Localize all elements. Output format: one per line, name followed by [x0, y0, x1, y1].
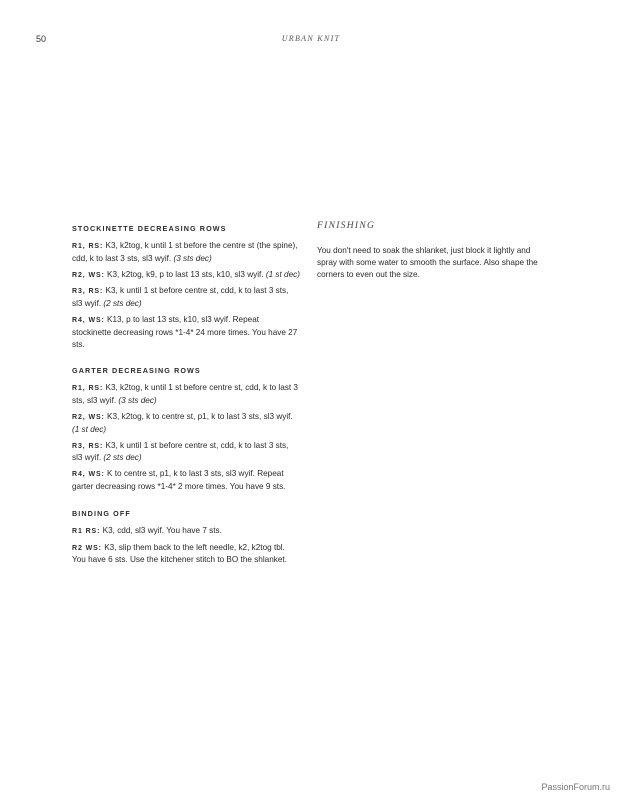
row-label: R1 RS:: [72, 527, 101, 535]
row-text: K3, k2tog, k to centre st, p1, k to last 3 sts, sl3 wyif.: [107, 411, 293, 421]
row-text: K3, k2tog, k until 1 st before centre st, cdd, k to last 3 sts, sl3 wyif.: [72, 383, 298, 406]
section-heading: GARTER DECREASING ROWS: [72, 366, 201, 376]
row-text: K3, k until 1 st before centre st, cdd, k to last 3 sts, sl3 wyif.: [72, 286, 289, 309]
row-text: K13, p to last 13 sts, k10, sl3 wyif. Repeat stockinette decreasing rows *1-4* 24 more times. You have 27 sts.: [72, 314, 298, 349]
row-note: (3 sts dec): [118, 396, 157, 406]
row-text: K3, slip them back to the left needle, k2, k2tog tbl. You have 6 sts. Use the kitchener stitch to BO the shlanket.: [72, 542, 287, 565]
running-head: URBAN KNIT: [281, 34, 341, 43]
garter-decreasing-section: [72, 366, 300, 492]
pattern-row: [72, 468, 300, 493]
pattern-row: [72, 285, 300, 310]
section-heading: BINDING OFF: [72, 508, 131, 518]
row-note: (1 st dec): [265, 269, 300, 279]
row-note: (1 st dec): [72, 424, 107, 434]
section-heading: STOCKINETTE DECREASING ROWS: [72, 224, 227, 233]
row-label: R2, WS:: [72, 413, 105, 421]
pattern-column: [72, 224, 300, 582]
row-label: R3, RS:: [72, 288, 104, 296]
row-label: R4, WS:: [72, 471, 105, 479]
pattern-row: [72, 382, 300, 407]
row-text: K to centre st, p1, k to last 3 sts, sl3 wyif. Repeat garter decreasing rows *1-4* 2 more times. You have 9 sts.: [72, 469, 286, 491]
stockinette-decreasing-section: [72, 224, 300, 350]
pattern-row: [72, 240, 300, 265]
pattern-row: [72, 269, 300, 282]
row-label: R1, RS:: [72, 385, 104, 393]
row-label: R2 WS:: [72, 544, 102, 552]
row-label: R3, RS:: [72, 442, 104, 450]
row-label: R2, WS:: [72, 271, 105, 279]
pattern-row: [72, 440, 300, 465]
row-note: (3 sts dec): [173, 253, 212, 263]
pattern-row: [72, 542, 300, 567]
row-text: K3, cdd, sl3 wyif. You have 7 sts.: [102, 525, 222, 535]
finishing-heading: FINISHING: [317, 221, 376, 231]
finishing-column: [317, 221, 545, 280]
pattern-row: [72, 314, 300, 350]
page-number: 50: [36, 34, 47, 44]
pattern-row: [72, 525, 300, 538]
watermark: PassionForum.ru: [541, 782, 610, 792]
row-label: R4, WS:: [72, 316, 105, 324]
row-note: (2 sts dec): [103, 453, 142, 463]
row-label: R1, RS:: [72, 243, 104, 250]
row-text: K3, k until 1 st before centre st, cdd, k to last 3 sts, sl3 wyif.: [72, 440, 289, 463]
row-note: (2 sts dec): [103, 299, 142, 309]
row-text: K3, k2tog, k until 1 st before the centre st (the spine), cdd, k to last 3 sts, sl3 wyif.: [72, 241, 298, 263]
pattern-row: [72, 411, 300, 436]
binding-off-section: [72, 509, 300, 566]
finishing-body: You don't need to soak the shlanket, just block it lightly and spray with some water to smooth the surface. Also shape the corners to even out the size.: [317, 246, 538, 279]
row-text: K3, k2tog, k9, p to last 13 sts, k10, sl3 wyif.: [107, 269, 264, 279]
